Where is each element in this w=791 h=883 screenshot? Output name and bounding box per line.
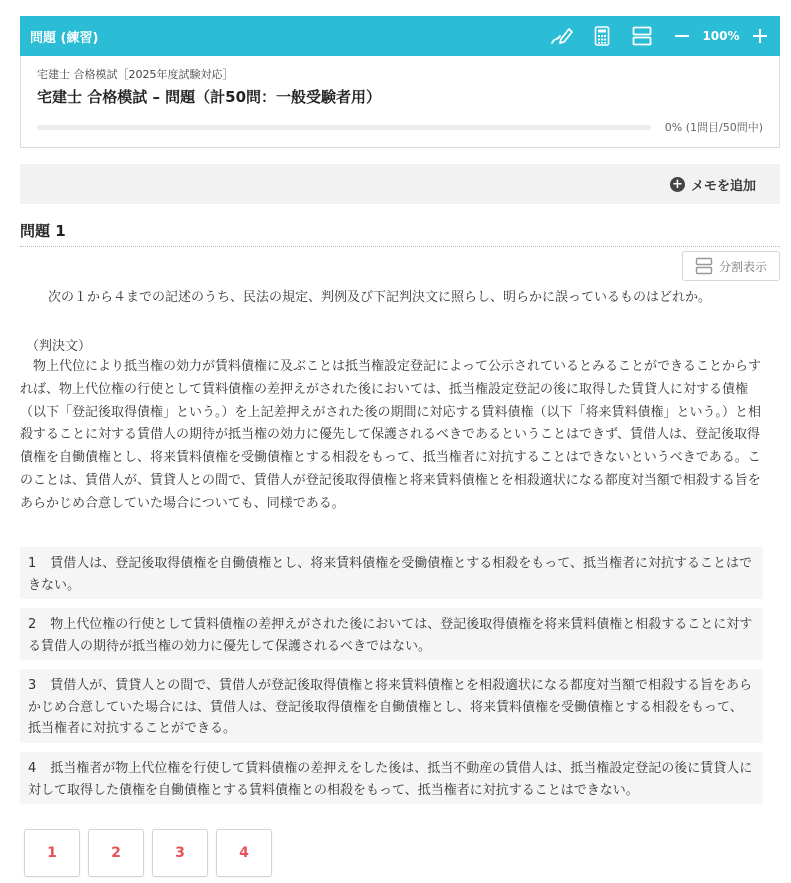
zoom-level: 100%: [702, 29, 740, 43]
exam-header-bar: [20, 16, 780, 56]
progress-bar: [37, 125, 651, 130]
choice-number: 2: [28, 617, 37, 632]
choice-1[interactable]: [20, 547, 763, 599]
answer-button-3[interactable]: 3: [152, 829, 208, 877]
add-memo-label: メモを追加: [690, 178, 756, 194]
progress-text: 0% (1問目/50問中): [664, 121, 763, 134]
calculator-icon: [594, 26, 610, 46]
answer-buttons: [24, 829, 272, 877]
zoom-out-button[interactable]: [662, 16, 702, 56]
choice-number: 4: [28, 761, 37, 776]
plus-circle-icon: +: [670, 177, 685, 192]
plus-icon: [752, 28, 768, 44]
choice-text: 物上代位権の行使として賃料債権の差押えがされた後においては、登記後取得債権を将来賃料債権と相殺することに対する賃借人の期待が抵当権の効力に優先して保護されるべきではない。: [28, 617, 753, 654]
choice-text: 賃借人は、登記後取得債権を自働債権とし、将来賃料債権を受働債権とする相殺をもって、抵当権者に対抗することはできない。: [28, 556, 753, 593]
ruling-text: 物上代位により抵当権の効力が賃料債権に及ぶことは抵当権設定登記によって公示されているとみることができることからすれば、物上代位権の行使として賃料債権の差押えがされた後においては、抵当権設定登記の後に取得した賃貸人に対する債権（以下「登記後取得債権」という。）を上記差押えがされた後の期間に対応する賃料債権（以下「将来賃料債権」という。）と相殺することに対する賃借人の期待が抵当権の効力に優先して保護されるべきであるということはできず、賃借人は、登記後取得債権を自働債権とし、将来賃料債権を受働債権とする相殺をもって、抵当権者に対抗することはできないというべきである。このことは、賃借人が、賃貸人との間で、賃借人が登記後取得債権と将来賃料債権とを相殺適状になる都度対当額で相殺する旨をあらかじめ合意していた場合についても、同様である。: [20, 359, 762, 511]
split-display-label: 分割表示: [718, 259, 767, 274]
split-view-icon: [632, 26, 652, 46]
question-heading: 問題 1: [20, 222, 66, 240]
toolbar: [542, 16, 780, 56]
answer-button-1[interactable]: 1: [24, 829, 80, 877]
choice-2[interactable]: [20, 608, 763, 660]
minus-icon: [674, 28, 690, 44]
choice-3[interactable]: [20, 669, 763, 743]
exam-subtitle: 宅建士 合格模試［2025年度試験対応］: [37, 68, 234, 81]
calculator-button[interactable]: [582, 16, 622, 56]
memo-bar: [20, 164, 780, 204]
heading-divider: [20, 246, 780, 247]
answer-button-2[interactable]: 2: [88, 829, 144, 877]
pen-icon: [550, 26, 574, 46]
split-display-button[interactable]: [682, 251, 780, 281]
answer-button-4[interactable]: 4: [216, 829, 272, 877]
choice-text: 賃借人が、賃貸人との間で、賃借人が登記後取得債権と将来賃料債権とを相殺適状になる都度対当額で相殺する旨をあらかじめ合意していた場合には、賃借人は、登記後取得債権を自働債権とし、将来賃料債権を受働債権とする相殺をもって、抵当権者に対抗することができる。: [28, 678, 753, 736]
choice-number: 3: [28, 678, 37, 693]
exam-title: 宅建士 合格模試 – 問題（計50問：一般受験者用）: [37, 88, 382, 106]
add-memo-button[interactable]: [670, 175, 756, 194]
exam-info-card: [20, 56, 780, 148]
choice-text: 抵当権者が物上代位権を行使して賃料債権の差押えをした後は、抵当不動産の賃借人は、抵当権設定登記の後に賃貸人に対して取得した債権を自働債権とする賃料債権との相殺をもって、抵当権者に対抗することはできない。: [28, 761, 753, 798]
split-view-icon: [695, 257, 713, 275]
zoom-in-button[interactable]: [740, 16, 780, 56]
pen-button[interactable]: [542, 16, 582, 56]
header-title: 問題 (練習): [30, 30, 99, 46]
ruling-label: （判決文）: [26, 339, 92, 354]
split-view-button[interactable]: [622, 16, 662, 56]
question-stem: 次の１から４までの記述のうち、民法の規定、判例及び下記判決文に照らし、明らかに誤っているものはどれか。: [48, 290, 712, 305]
choice-4[interactable]: [20, 752, 763, 804]
choice-number: 1: [28, 556, 37, 571]
